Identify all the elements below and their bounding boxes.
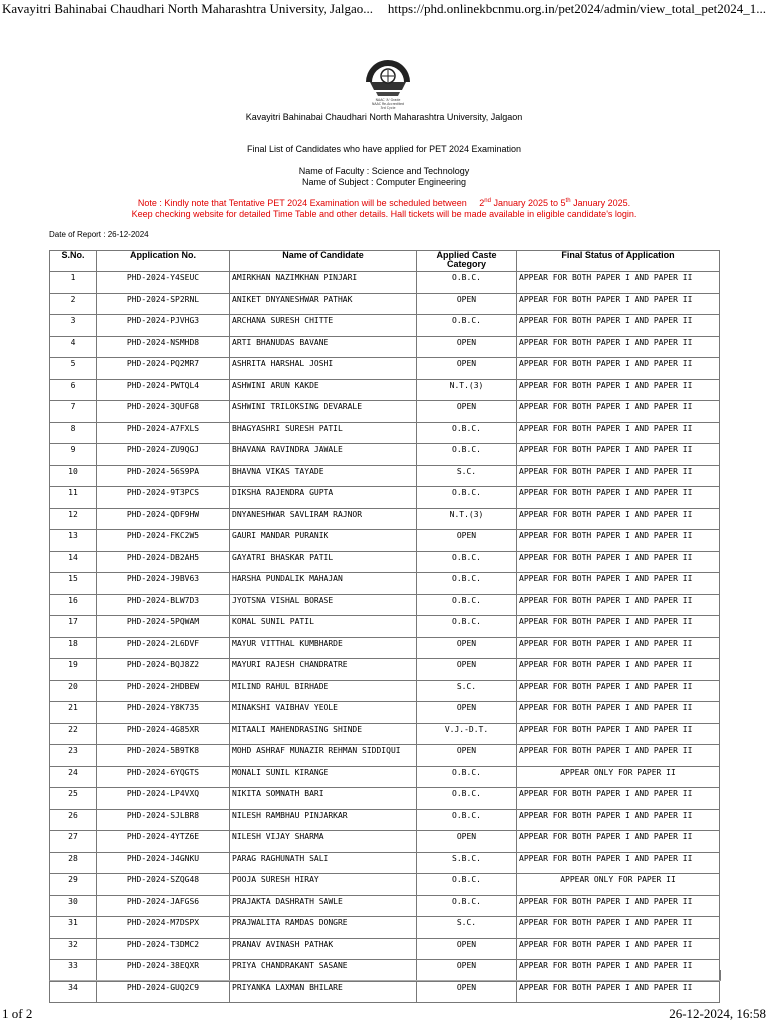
cell-caste-category: N.T.(3) — [417, 379, 517, 401]
cell-candidate-name: HARSHA PUNDALIK MAHAJAN — [230, 573, 417, 595]
cell-sno: 27 — [50, 831, 97, 853]
table-row — [50, 917, 720, 939]
cell-final-status: APPEAR FOR BOTH PAPER I AND PAPER II — [517, 272, 720, 294]
cell-caste-category: N.T.(3) — [417, 508, 517, 530]
cell-final-status: APPEAR FOR BOTH PAPER I AND PAPER II — [517, 895, 720, 917]
cell-caste-category: O.B.C. — [417, 573, 517, 595]
cell-candidate-name: PRAJWALITA RAMDAS DONGRE — [230, 917, 417, 939]
cell-candidate-name: AMIRKHAN NAZIMKHAN PINJARI — [230, 272, 417, 294]
cell-application-no: PHD-2024-A7FXLS — [97, 422, 230, 444]
note-prefix: Note : Kindly note that Tentative PET 2024 Examination will be scheduled between — [137, 198, 467, 208]
cell-final-status: APPEAR ONLY FOR PAPER II — [517, 766, 720, 788]
table-row — [50, 852, 720, 874]
cell-sno: 30 — [50, 895, 97, 917]
cell-sno: 26 — [50, 809, 97, 831]
page-url[interactable]: https://phd.onlinekbcnmu.org.in/pet2024/admin/view_total_pet2024_1... — [387, 1, 766, 16]
cell-final-status: APPEAR FOR BOTH PAPER I AND PAPER II — [517, 852, 720, 874]
cell-candidate-name: NILESH RAMBHAU PINJARKAR — [230, 809, 417, 831]
note-to: to — [550, 198, 561, 208]
cell-sno: 23 — [50, 745, 97, 767]
cell-caste-category: OPEN — [417, 981, 517, 1003]
cell-candidate-name: DNYANESHWAR SAVLIRAM RAJNOR — [230, 508, 417, 530]
cell-sno: 14 — [50, 551, 97, 573]
cell-final-status: APPEAR FOR BOTH PAPER I AND PAPER II — [517, 487, 720, 509]
cell-caste-category: O.B.C. — [417, 487, 517, 509]
cell-candidate-name: ARTI BHANUDAS BAVANE — [230, 336, 417, 358]
print-header — [0, 0, 768, 18]
cell-sno: 25 — [50, 788, 97, 810]
cell-application-no: PHD-2024-PQ2MR7 — [97, 358, 230, 380]
cell-final-status: APPEAR FOR BOTH PAPER I AND PAPER II — [517, 831, 720, 853]
cell-caste-category: OPEN — [417, 960, 517, 982]
cell-caste-category: OPEN — [417, 702, 517, 724]
cell-application-no: PHD-2024-6YQGTS — [97, 766, 230, 788]
cell-final-status: APPEAR FOR BOTH PAPER I AND PAPER II — [517, 379, 720, 401]
cell-caste-category: S.C. — [417, 465, 517, 487]
note-end-day: 5 — [560, 198, 566, 208]
cell-sno: 12 — [50, 508, 97, 530]
cell-candidate-name: ARCHANA SURESH CHITTE — [230, 315, 417, 337]
cell-final-status: APPEAR FOR BOTH PAPER I AND PAPER II — [517, 530, 720, 552]
cell-sno: 7 — [50, 401, 97, 423]
table-row — [50, 895, 720, 917]
cell-final-status: APPEAR FOR BOTH PAPER I AND PAPER II — [517, 745, 720, 767]
cell-application-no: PHD-2024-SP2RNL — [97, 293, 230, 315]
page-title: Kavayitri Bahinabai Chaudhari North Maharashtra University, Jalgao... — [2, 1, 373, 16]
cell-application-no: PHD-2024-4G85XR — [97, 723, 230, 745]
cell-sno: 2 — [50, 293, 97, 315]
cell-caste-category: OPEN — [417, 659, 517, 681]
cell-application-no: PHD-2024-DB2AH5 — [97, 551, 230, 573]
cell-caste-category: OPEN — [417, 530, 517, 552]
cell-sno: 24 — [50, 766, 97, 788]
table-row — [50, 551, 720, 573]
logo-caption-1: NAAC 'A' Grade — [375, 98, 401, 102]
cell-application-no: PHD-2024-BQJ8Z2 — [97, 659, 230, 681]
cell-final-status: APPEAR FOR BOTH PAPER I AND PAPER II — [517, 616, 720, 638]
cell-candidate-name: MAYURI RAJESH CHANDRATRE — [230, 659, 417, 681]
cell-application-no: PHD-2024-M7DSPX — [97, 917, 230, 939]
cell-final-status: APPEAR FOR BOTH PAPER I AND PAPER II — [517, 444, 720, 466]
cell-caste-category: S.B.C. — [417, 852, 517, 874]
cell-application-no: PHD-2024-56S9PA — [97, 465, 230, 487]
cell-caste-category: OPEN — [417, 637, 517, 659]
cell-sno: 1 — [50, 272, 97, 294]
cell-final-status: APPEAR FOR BOTH PAPER I AND PAPER II — [517, 981, 720, 1003]
table-row — [50, 444, 720, 466]
col-header-application-no: Application No. — [97, 251, 230, 272]
cell-sno: 6 — [50, 379, 97, 401]
cell-sno: 31 — [50, 917, 97, 939]
cell-candidate-name: MITAALI MAHENDRASING SHINDE — [230, 723, 417, 745]
cell-application-no: PHD-2024-9T3PCS — [97, 487, 230, 509]
subject-name: Name of Subject : Computer Engineering — [301, 177, 467, 187]
table-row — [50, 379, 720, 401]
cell-caste-category: O.B.C. — [417, 809, 517, 831]
table-row — [50, 981, 720, 1003]
cell-candidate-name: JYOTSNA VISHAL BORASE — [230, 594, 417, 616]
cell-final-status: APPEAR FOR BOTH PAPER I AND PAPER II — [517, 594, 720, 616]
cell-caste-category: OPEN — [417, 831, 517, 853]
list-title: Final List of Candidates who have applied for PET 2024 Examination — [247, 144, 521, 154]
cell-application-no: PHD-2024-JAFGS6 — [97, 895, 230, 917]
university-logo — [358, 54, 418, 110]
exam-schedule-note — [0, 198, 768, 208]
table-row — [50, 788, 720, 810]
cell-candidate-name: PARAG RAGHUNATH SALI — [230, 852, 417, 874]
cell-final-status: APPEAR FOR BOTH PAPER I AND PAPER II — [517, 960, 720, 982]
col-header-final-status: Final Status of Application — [517, 251, 720, 272]
cell-final-status: APPEAR FOR BOTH PAPER I AND PAPER II — [517, 938, 720, 960]
cell-application-no: PHD-2024-2HDBEW — [97, 680, 230, 702]
cell-caste-category: O.B.C. — [417, 766, 517, 788]
cell-final-status: APPEAR FOR BOTH PAPER I AND PAPER II — [517, 702, 720, 724]
cell-candidate-name: PRANAV AVINASH PATHAK — [230, 938, 417, 960]
table-row — [50, 401, 720, 423]
cell-caste-category: OPEN — [417, 745, 517, 767]
cell-sno: 21 — [50, 702, 97, 724]
cell-application-no: PHD-2024-PJVHG3 — [97, 315, 230, 337]
cell-application-no: PHD-2024-LP4VXQ — [97, 788, 230, 810]
cell-final-status: APPEAR FOR BOTH PAPER I AND PAPER II — [517, 508, 720, 530]
table-row — [50, 659, 720, 681]
cell-application-no: PHD-2024-QDF9HW — [97, 508, 230, 530]
cell-candidate-name: MINAKSHI VAIBHAV YEOLE — [230, 702, 417, 724]
print-timestamp: 26-12-2024, 16:58 — [669, 1006, 766, 1021]
cell-application-no: PHD-2024-J4GNKU — [97, 852, 230, 874]
note-end-month: January 2025. — [570, 198, 631, 208]
page-number: 1 of 2 — [2, 1006, 33, 1021]
cell-caste-category: O.B.C. — [417, 272, 517, 294]
cell-application-no: PHD-2024-4YTZ6E — [97, 831, 230, 853]
table-row — [50, 573, 720, 595]
note-start-month: January 2025 — [490, 198, 551, 208]
cell-caste-category: O.B.C. — [417, 616, 517, 638]
table-row — [50, 809, 720, 831]
date-of-report: Date of Report : 26-12-2024 — [49, 230, 149, 239]
cell-candidate-name: GAYATRI BHASKAR PATIL — [230, 551, 417, 573]
cell-application-no: PHD-2024-SJLBR8 — [97, 809, 230, 831]
cell-final-status: APPEAR FOR BOTH PAPER I AND PAPER II — [517, 293, 720, 315]
cell-sno: 18 — [50, 637, 97, 659]
cell-candidate-name: ASHRITA HARSHAL JOSHI — [230, 358, 417, 380]
cell-candidate-name: ANIKET DNYANESHWAR PATHAK — [230, 293, 417, 315]
table-body — [50, 272, 720, 1003]
cell-sno: 22 — [50, 723, 97, 745]
cell-candidate-name: ASHWINI TRILOKSING DEVARALE — [230, 401, 417, 423]
cell-caste-category: O.B.C. — [417, 551, 517, 573]
cell-application-no: PHD-2024-5PQWAM — [97, 616, 230, 638]
table-row — [50, 723, 720, 745]
faculty-name: Name of Faculty : Science and Technology — [298, 166, 470, 176]
cell-caste-category: OPEN — [417, 401, 517, 423]
cell-candidate-name: MILIND RAHUL BIRHADE — [230, 680, 417, 702]
cell-final-status: APPEAR FOR BOTH PAPER I AND PAPER II — [517, 315, 720, 337]
cell-candidate-name: BHAVANA RAVINDRA JAWALE — [230, 444, 417, 466]
cell-candidate-name: ASHWINI ARUN KAKDE — [230, 379, 417, 401]
cell-candidate-name: MOHD ASHRAF MUNAZIR REHMAN SIDDIQUI — [230, 745, 417, 767]
cell-application-no: PHD-2024-GUQ2C9 — [97, 981, 230, 1003]
table-row — [50, 315, 720, 337]
table-row — [50, 874, 720, 896]
cell-sno: 9 — [50, 444, 97, 466]
table-row — [50, 487, 720, 509]
table-row — [50, 745, 720, 767]
note-start-day: 2 — [479, 198, 485, 208]
cell-final-status: APPEAR FOR BOTH PAPER I AND PAPER II — [517, 659, 720, 681]
cell-candidate-name: MONALI SUNIL KIRANGE — [230, 766, 417, 788]
cell-final-status: APPEAR FOR BOTH PAPER I AND PAPER II — [517, 573, 720, 595]
cell-caste-category: OPEN — [417, 293, 517, 315]
cell-application-no: PHD-2024-3QUFG8 — [97, 401, 230, 423]
cell-sno: 5 — [50, 358, 97, 380]
table-row — [50, 422, 720, 444]
cell-application-no: PHD-2024-BLW7D3 — [97, 594, 230, 616]
cell-sno: 3 — [50, 315, 97, 337]
table-row — [50, 272, 720, 294]
cell-sno: 34 — [50, 981, 97, 1003]
cell-caste-category: O.B.C. — [417, 788, 517, 810]
cell-sno: 13 — [50, 530, 97, 552]
cell-application-no: PHD-2024-SZQG48 — [97, 874, 230, 896]
col-header-sno: S.No. — [50, 251, 97, 272]
cell-sno: 11 — [50, 487, 97, 509]
cell-application-no: PHD-2024-2L6DVF — [97, 637, 230, 659]
hall-ticket-note: Keep checking website for detailed Time Table and other details. Hall tickets will be made available in eligible candidate's login. — [131, 209, 637, 219]
cell-final-status: APPEAR FOR BOTH PAPER I AND PAPER II — [517, 358, 720, 380]
cell-candidate-name: NILESH VIJAY SHARMA — [230, 831, 417, 853]
cell-sno: 8 — [50, 422, 97, 444]
cell-application-no: PHD-2024-NSMHD8 — [97, 336, 230, 358]
cell-sno: 10 — [50, 465, 97, 487]
table-row — [50, 336, 720, 358]
cell-caste-category: V.J.-D.T. — [417, 723, 517, 745]
table-row — [50, 637, 720, 659]
cell-final-status: APPEAR FOR BOTH PAPER I AND PAPER II — [517, 422, 720, 444]
cell-caste-category: O.B.C. — [417, 594, 517, 616]
cell-sno: 33 — [50, 960, 97, 982]
cell-caste-category: OPEN — [417, 358, 517, 380]
cell-final-status: APPEAR FOR BOTH PAPER I AND PAPER II — [517, 788, 720, 810]
note-end-suffix: th — [565, 198, 571, 204]
cell-sno: 4 — [50, 336, 97, 358]
table-row — [50, 358, 720, 380]
cell-caste-category: O.B.C. — [417, 444, 517, 466]
cell-final-status: APPEAR FOR BOTH PAPER I AND PAPER II — [517, 680, 720, 702]
cell-candidate-name: PRAJAKTA DASHRATH SAWLE — [230, 895, 417, 917]
table-row — [50, 465, 720, 487]
cell-final-status: APPEAR FOR BOTH PAPER I AND PAPER II — [517, 551, 720, 573]
cell-sno: 28 — [50, 852, 97, 874]
cell-sno: 32 — [50, 938, 97, 960]
cell-application-no: PHD-2024-Y8K735 — [97, 702, 230, 724]
table-row — [50, 293, 720, 315]
cell-application-no: PHD-2024-FKC2W5 — [97, 530, 230, 552]
cell-candidate-name: GAURI MANDAR PURANIK — [230, 530, 417, 552]
cell-caste-category: OPEN — [417, 336, 517, 358]
table-row — [50, 680, 720, 702]
table-row — [50, 766, 720, 788]
cell-final-status: APPEAR FOR BOTH PAPER I AND PAPER II — [517, 723, 720, 745]
cell-application-no: PHD-2024-J9BV63 — [97, 573, 230, 595]
cell-sno: 29 — [50, 874, 97, 896]
table-row — [50, 831, 720, 853]
cell-final-status: APPEAR FOR BOTH PAPER I AND PAPER II — [517, 637, 720, 659]
cell-final-status: APPEAR FOR BOTH PAPER I AND PAPER II — [517, 917, 720, 939]
cell-candidate-name: KOMAL SUNIL PATIL — [230, 616, 417, 638]
table-row — [50, 508, 720, 530]
table-row — [50, 702, 720, 724]
cell-candidate-name: NIKITA SOMNATH BARI — [230, 788, 417, 810]
cell-caste-category: O.B.C. — [417, 874, 517, 896]
table-row — [50, 616, 720, 638]
cell-candidate-name: MAYUR VITTHAL KUMBHARDE — [230, 637, 417, 659]
cell-candidate-name: BHAVNA VIKAS TAYADE — [230, 465, 417, 487]
cell-sno: 17 — [50, 616, 97, 638]
cell-sno: 19 — [50, 659, 97, 681]
cell-final-status: APPEAR FOR BOTH PAPER I AND PAPER II — [517, 401, 720, 423]
candidates-table — [49, 250, 720, 1003]
cell-application-no: PHD-2024-ZU9QGJ — [97, 444, 230, 466]
university-name: Kavayitri Bahinabai Chaudhari North Maharashtra University, Jalgaon — [245, 112, 523, 122]
cell-candidate-name: PRIYA CHANDRAKANT SASANE — [230, 960, 417, 982]
note-start-suffix: nd — [484, 198, 491, 204]
cell-caste-category: S.C. — [417, 917, 517, 939]
cell-final-status: APPEAR FOR BOTH PAPER I AND PAPER II — [517, 465, 720, 487]
cell-application-no: PHD-2024-5B9TK8 — [97, 745, 230, 767]
cell-caste-category: O.B.C. — [417, 895, 517, 917]
cell-caste-category: OPEN — [417, 938, 517, 960]
table-row — [50, 938, 720, 960]
table-continuation — [49, 970, 721, 981]
cell-candidate-name: PRIYANKA LAXMAN BHILARE — [230, 981, 417, 1003]
logo-caption-3: 3rd Cycle — [380, 106, 396, 110]
table-row — [50, 594, 720, 616]
cell-candidate-name: BHAGYASHRI SURESH PATIL — [230, 422, 417, 444]
cell-application-no: PHD-2024-38EQXR — [97, 960, 230, 982]
cell-caste-category: O.B.C. — [417, 422, 517, 444]
cell-application-no: PHD-2024-Y4SEUC — [97, 272, 230, 294]
cell-final-status: APPEAR ONLY FOR PAPER II — [517, 874, 720, 896]
cell-application-no: PHD-2024-PWTQL4 — [97, 379, 230, 401]
cell-sno: 20 — [50, 680, 97, 702]
cell-sno: 16 — [50, 594, 97, 616]
print-footer — [0, 1006, 768, 1024]
cell-candidate-name: DIKSHA RAJENDRA GUPTA — [230, 487, 417, 509]
cell-final-status: APPEAR FOR BOTH PAPER I AND PAPER II — [517, 336, 720, 358]
cell-final-status: APPEAR FOR BOTH PAPER I AND PAPER II — [517, 809, 720, 831]
cell-sno: 15 — [50, 573, 97, 595]
cell-application-no: PHD-2024-T3DMC2 — [97, 938, 230, 960]
col-header-candidate-name: Name of Candidate — [230, 251, 417, 272]
table-header-row — [50, 251, 720, 272]
table-row — [50, 530, 720, 552]
logo-caption-2: NAAC Re-Accredited — [371, 102, 405, 106]
cell-caste-category: S.C. — [417, 680, 517, 702]
cell-caste-category: O.B.C. — [417, 315, 517, 337]
col-header-caste-category: Applied Caste Category — [417, 251, 517, 272]
cell-candidate-name: POOJA SURESH HIRAY — [230, 874, 417, 896]
